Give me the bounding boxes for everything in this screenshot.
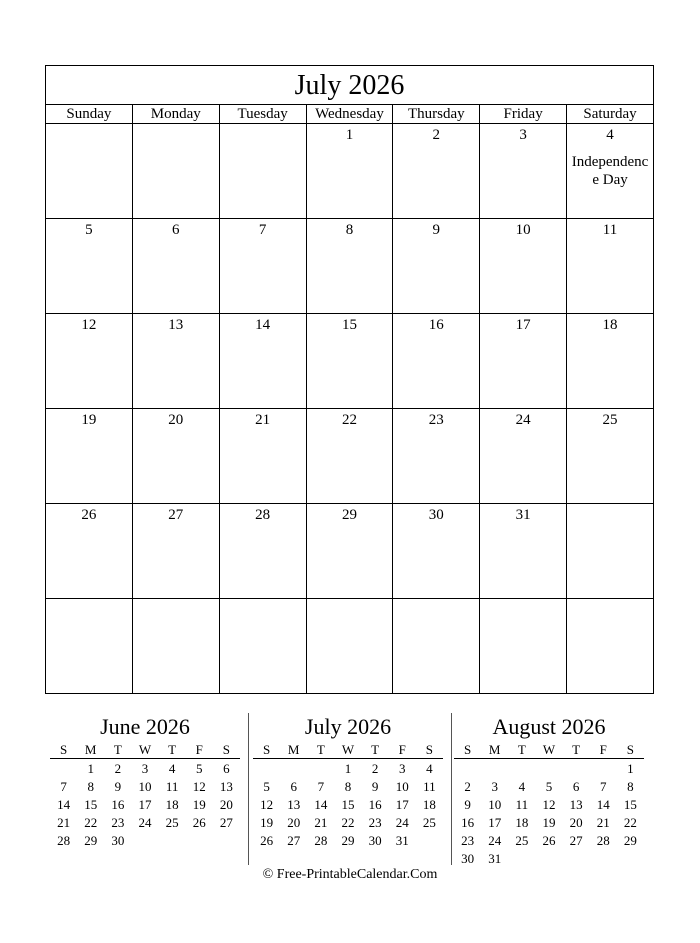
mini-weekday-label: F [389, 741, 416, 759]
empty-day-cell [306, 599, 393, 694]
holiday-label: Independence Day [571, 154, 649, 188]
mini-week-row [454, 759, 644, 779]
mini-day [535, 759, 562, 779]
mini-weekday-row [50, 741, 240, 759]
mini-day: 21 [57, 815, 71, 830]
mini-day [280, 759, 307, 779]
mini-day [416, 832, 443, 850]
mini-week-row [454, 796, 644, 814]
mini-day: 25 [165, 815, 179, 830]
mini-weekday-row [253, 741, 443, 759]
main-calendar [45, 65, 654, 694]
day-number: 27 [168, 507, 184, 523]
day-number: 4 [606, 127, 614, 143]
day-number: 5 [85, 222, 93, 238]
mini-day [590, 759, 617, 779]
mini-calendar-title: July 2026 [304, 714, 392, 739]
weekday-wednesday: Wednesday [306, 105, 393, 124]
day-cell [46, 409, 133, 504]
mini-day: 6 [572, 779, 580, 794]
day-number: 24 [515, 412, 531, 428]
empty-day-cell [567, 599, 654, 694]
day-cell [480, 504, 567, 599]
mini-day: 9 [371, 779, 379, 794]
day-cell [480, 124, 567, 219]
weekday-monday: Monday [132, 105, 219, 124]
mini-day [159, 832, 186, 850]
weekday-sunday: Sunday [46, 105, 133, 124]
mini-day: 16 [368, 797, 382, 812]
day-number: 1 [345, 127, 354, 143]
empty-day-cell [46, 599, 133, 694]
mini-week-row [454, 778, 644, 796]
mini-weekday-label: M [481, 741, 508, 759]
mini-day: 15 [623, 797, 637, 812]
day-number: 11 [602, 222, 618, 238]
mini-calendar-title: June 2026 [100, 714, 190, 739]
mini-day: 11 [515, 797, 529, 812]
mini-day: 1 [627, 761, 634, 776]
empty-day-cell [480, 599, 567, 694]
weekday-thursday: Thursday [393, 105, 480, 124]
mini-week-row [454, 814, 644, 832]
day-cell [132, 409, 219, 504]
day-cell [306, 504, 393, 599]
day-number: 12 [81, 317, 97, 333]
mini-day: 21 [314, 815, 328, 830]
day-cell [132, 504, 219, 599]
mini-day: 28 [596, 833, 610, 848]
mini-calendar-divider [451, 713, 452, 865]
mini-day: 18 [515, 815, 529, 830]
mini-weekday-label: T [307, 741, 334, 759]
mini-day: 2 [371, 761, 379, 776]
mini-day: 15 [84, 797, 98, 812]
day-number: 19 [81, 412, 97, 428]
mini-day [454, 759, 481, 779]
day-number: 26 [81, 507, 97, 523]
mini-day: 26 [542, 833, 556, 848]
mini-day: 12 [542, 797, 556, 812]
day-cell [219, 219, 306, 314]
weekday-friday: Friday [480, 105, 567, 124]
mini-day: 17 [138, 797, 152, 812]
mini-week-row [253, 778, 443, 796]
calendar-week-row [46, 124, 654, 219]
mini-day: 22 [84, 815, 98, 830]
mini-day: 19 [260, 815, 274, 830]
mini-day: 9 [114, 779, 122, 794]
mini-calendar-grid [454, 741, 644, 868]
mini-day: 6 [223, 761, 230, 776]
mini-day: 17 [488, 815, 502, 830]
mini-weekday-label: T [563, 741, 590, 759]
mini-day: 10 [395, 779, 409, 794]
day-cell [46, 504, 133, 599]
day-cell [46, 314, 133, 409]
day-number: 23 [428, 412, 444, 428]
day-number: 15 [341, 317, 357, 333]
mini-day: 4 [168, 761, 176, 776]
mini-day: 29 [623, 833, 637, 848]
empty-day-cell [46, 124, 133, 219]
mini-day: 21 [596, 815, 610, 830]
calendar-week-row [46, 599, 654, 694]
weekday-tuesday: Tuesday [219, 105, 306, 124]
mini-day: 9 [464, 797, 471, 812]
mini-calendar-title: August 2026 [492, 714, 606, 739]
mini-day: 8 [87, 779, 94, 794]
weekday-header-row [46, 105, 654, 124]
mini-week-row [253, 814, 443, 832]
mini-week-row [50, 814, 240, 832]
mini-weekday-label: W [334, 741, 361, 759]
day-number: 28 [255, 507, 271, 523]
day-number: 16 [428, 317, 444, 333]
weekday-saturday: Saturday [567, 105, 654, 124]
calendar-week-row [46, 219, 654, 314]
mini-day [186, 832, 213, 850]
mini-day: 3 [491, 779, 498, 794]
mini-day: 22 [341, 815, 355, 830]
mini-day: 23 [461, 833, 475, 848]
mini-day: 23 [368, 815, 382, 830]
mini-day: 5 [545, 779, 553, 794]
mini-calendar-grid [50, 741, 240, 850]
mini-day [213, 832, 240, 850]
mini-day: 12 [260, 797, 274, 812]
mini-calendar-divider [248, 713, 249, 865]
day-cell [219, 504, 306, 599]
mini-week-row [50, 832, 240, 850]
day-cell [306, 409, 393, 504]
mini-calendar-june [50, 713, 240, 850]
mini-day: 3 [141, 761, 149, 776]
mini-calendar-grid [253, 741, 443, 850]
mini-weekday-label: S [213, 741, 240, 759]
mini-weekday-label: F [186, 741, 213, 759]
mini-day: 14 [57, 797, 71, 812]
mini-day: 22 [623, 815, 637, 830]
mini-day: 24 [395, 815, 409, 830]
mini-week-row [253, 796, 443, 814]
mini-day: 10 [488, 797, 502, 812]
mini-day: 20 [287, 815, 301, 830]
mini-day: 24 [488, 833, 502, 848]
mini-weekday-label: W [535, 741, 562, 759]
day-cell [46, 219, 133, 314]
mini-day [563, 759, 590, 779]
mini-day: 8 [344, 779, 352, 794]
mini-day: 2 [114, 761, 122, 776]
mini-day: 27 [287, 833, 301, 848]
mini-day: 19 [192, 797, 206, 812]
day-cell [480, 409, 567, 504]
mini-day: 4 [518, 779, 526, 794]
mini-day: 13 [569, 797, 583, 812]
mini-day: 30 [368, 833, 382, 848]
mini-weekday-label: S [253, 741, 280, 759]
day-cell [567, 219, 654, 314]
mini-day: 6 [290, 779, 297, 794]
mini-day: 7 [317, 779, 325, 794]
mini-day: 27 [569, 833, 583, 848]
day-number: 22 [341, 412, 357, 428]
mini-day: 7 [60, 779, 67, 794]
day-cell [306, 124, 393, 219]
mini-day: 11 [423, 779, 436, 794]
mini-weekday-label: S [50, 741, 77, 759]
mini-weekday-label: S [454, 741, 481, 759]
mini-day: 8 [627, 779, 634, 794]
mini-day: 24 [138, 815, 152, 830]
mini-day: 13 [287, 797, 301, 812]
day-number: 14 [255, 317, 271, 333]
mini-day: 19 [542, 815, 556, 830]
empty-day-cell [132, 124, 219, 219]
mini-day: 26 [192, 815, 206, 830]
mini-day: 5 [196, 761, 203, 776]
mini-day: 1 [87, 761, 94, 776]
mini-day: 13 [219, 779, 233, 794]
mini-day [481, 759, 508, 779]
mini-day: 31 [488, 851, 502, 866]
mini-weekday-label: W [131, 741, 158, 759]
mini-week-row [454, 832, 644, 850]
mini-week-row [50, 778, 240, 796]
mini-day: 28 [314, 833, 328, 848]
day-cell [393, 504, 480, 599]
empty-day-cell [219, 124, 306, 219]
calendar-week-row [46, 314, 654, 409]
day-number: 18 [602, 317, 618, 333]
mini-day: 23 [111, 815, 125, 830]
mini-day [253, 759, 280, 779]
calendar-title: July 2026 [46, 66, 654, 105]
day-number: 31 [515, 507, 531, 523]
mini-day: 12 [192, 779, 206, 794]
mini-day: 17 [395, 797, 409, 812]
mini-day: 11 [165, 779, 179, 794]
mini-day: 7 [600, 779, 607, 794]
mini-day: 20 [569, 815, 583, 830]
day-cell [306, 219, 393, 314]
day-number: 2 [432, 127, 441, 143]
mini-day: 15 [341, 797, 355, 812]
mini-day: 14 [596, 797, 610, 812]
mini-weekday-label: S [416, 741, 443, 759]
mini-weekday-label: T [362, 741, 389, 759]
mini-day [50, 759, 77, 779]
mini-day: 27 [219, 815, 233, 830]
mini-week-row [50, 759, 240, 779]
mini-weekday-label: S [617, 741, 644, 759]
day-number: 20 [168, 412, 184, 428]
mini-day: 16 [461, 815, 475, 830]
day-cell [480, 314, 567, 409]
mini-day [508, 759, 535, 779]
mini-day: 26 [260, 833, 274, 848]
mini-day: 1 [344, 761, 352, 776]
mini-day: 2 [464, 779, 471, 794]
mini-weekday-label: M [280, 741, 307, 759]
empty-day-cell [132, 599, 219, 694]
day-number: 25 [602, 412, 618, 428]
day-number: 17 [515, 317, 531, 333]
mini-week-row [50, 796, 240, 814]
day-number: 13 [168, 317, 184, 333]
day-cell [567, 409, 654, 504]
mini-weekday-label: T [159, 741, 186, 759]
day-number: 3 [519, 127, 527, 143]
day-cell [480, 219, 567, 314]
day-cell [219, 409, 306, 504]
day-cell [393, 124, 480, 219]
day-number: 30 [428, 507, 444, 523]
mini-weekday-label: T [508, 741, 535, 759]
mini-weekday-row [454, 741, 644, 759]
mini-day: 29 [84, 833, 98, 848]
day-number: 9 [432, 222, 441, 238]
day-number: 21 [255, 412, 271, 428]
mini-day: 25 [422, 815, 436, 830]
day-number: 10 [515, 222, 531, 238]
mini-day: 28 [57, 833, 71, 848]
mini-day: 30 [111, 833, 125, 848]
mini-weekday-label: F [590, 741, 617, 759]
mini-day: 3 [399, 761, 406, 776]
mini-day [307, 759, 334, 779]
mini-day: 4 [426, 761, 433, 776]
mini-calendar-august [454, 713, 644, 868]
day-cell [306, 314, 393, 409]
mini-day: 20 [219, 797, 233, 812]
footer-copyright: © Free-PrintableCalendar.Com [262, 867, 438, 882]
empty-day-cell [567, 504, 654, 599]
day-cell [132, 219, 219, 314]
mini-day [131, 832, 158, 850]
mini-day: 18 [422, 797, 436, 812]
empty-day-cell [393, 599, 480, 694]
mini-day: 30 [461, 851, 475, 866]
mini-day: 31 [395, 833, 409, 848]
day-number: 6 [172, 222, 180, 238]
mini-day: 29 [341, 833, 355, 848]
mini-day: 25 [515, 833, 529, 848]
calendar-week-row [46, 409, 654, 504]
day-number: 7 [258, 222, 267, 238]
day-cell [219, 314, 306, 409]
day-cell [567, 124, 654, 219]
mini-calendar-july [253, 713, 443, 850]
mini-day: 10 [138, 779, 152, 794]
day-cell [132, 314, 219, 409]
day-number: 8 [345, 222, 354, 238]
day-number: 29 [341, 507, 357, 523]
mini-weekday-label: T [104, 741, 131, 759]
mini-week-row [253, 832, 443, 850]
calendar-week-row [46, 504, 654, 599]
mini-day: 16 [111, 797, 125, 812]
mini-day: 18 [165, 797, 179, 812]
mini-week-row [253, 759, 443, 779]
calendar-grid [46, 124, 654, 694]
day-cell [393, 314, 480, 409]
day-cell [567, 314, 654, 409]
empty-day-cell [219, 599, 306, 694]
mini-day: 14 [314, 797, 328, 812]
day-cell [393, 409, 480, 504]
day-cell [393, 219, 480, 314]
mini-day: 5 [263, 779, 270, 794]
mini-weekday-label: M [77, 741, 104, 759]
